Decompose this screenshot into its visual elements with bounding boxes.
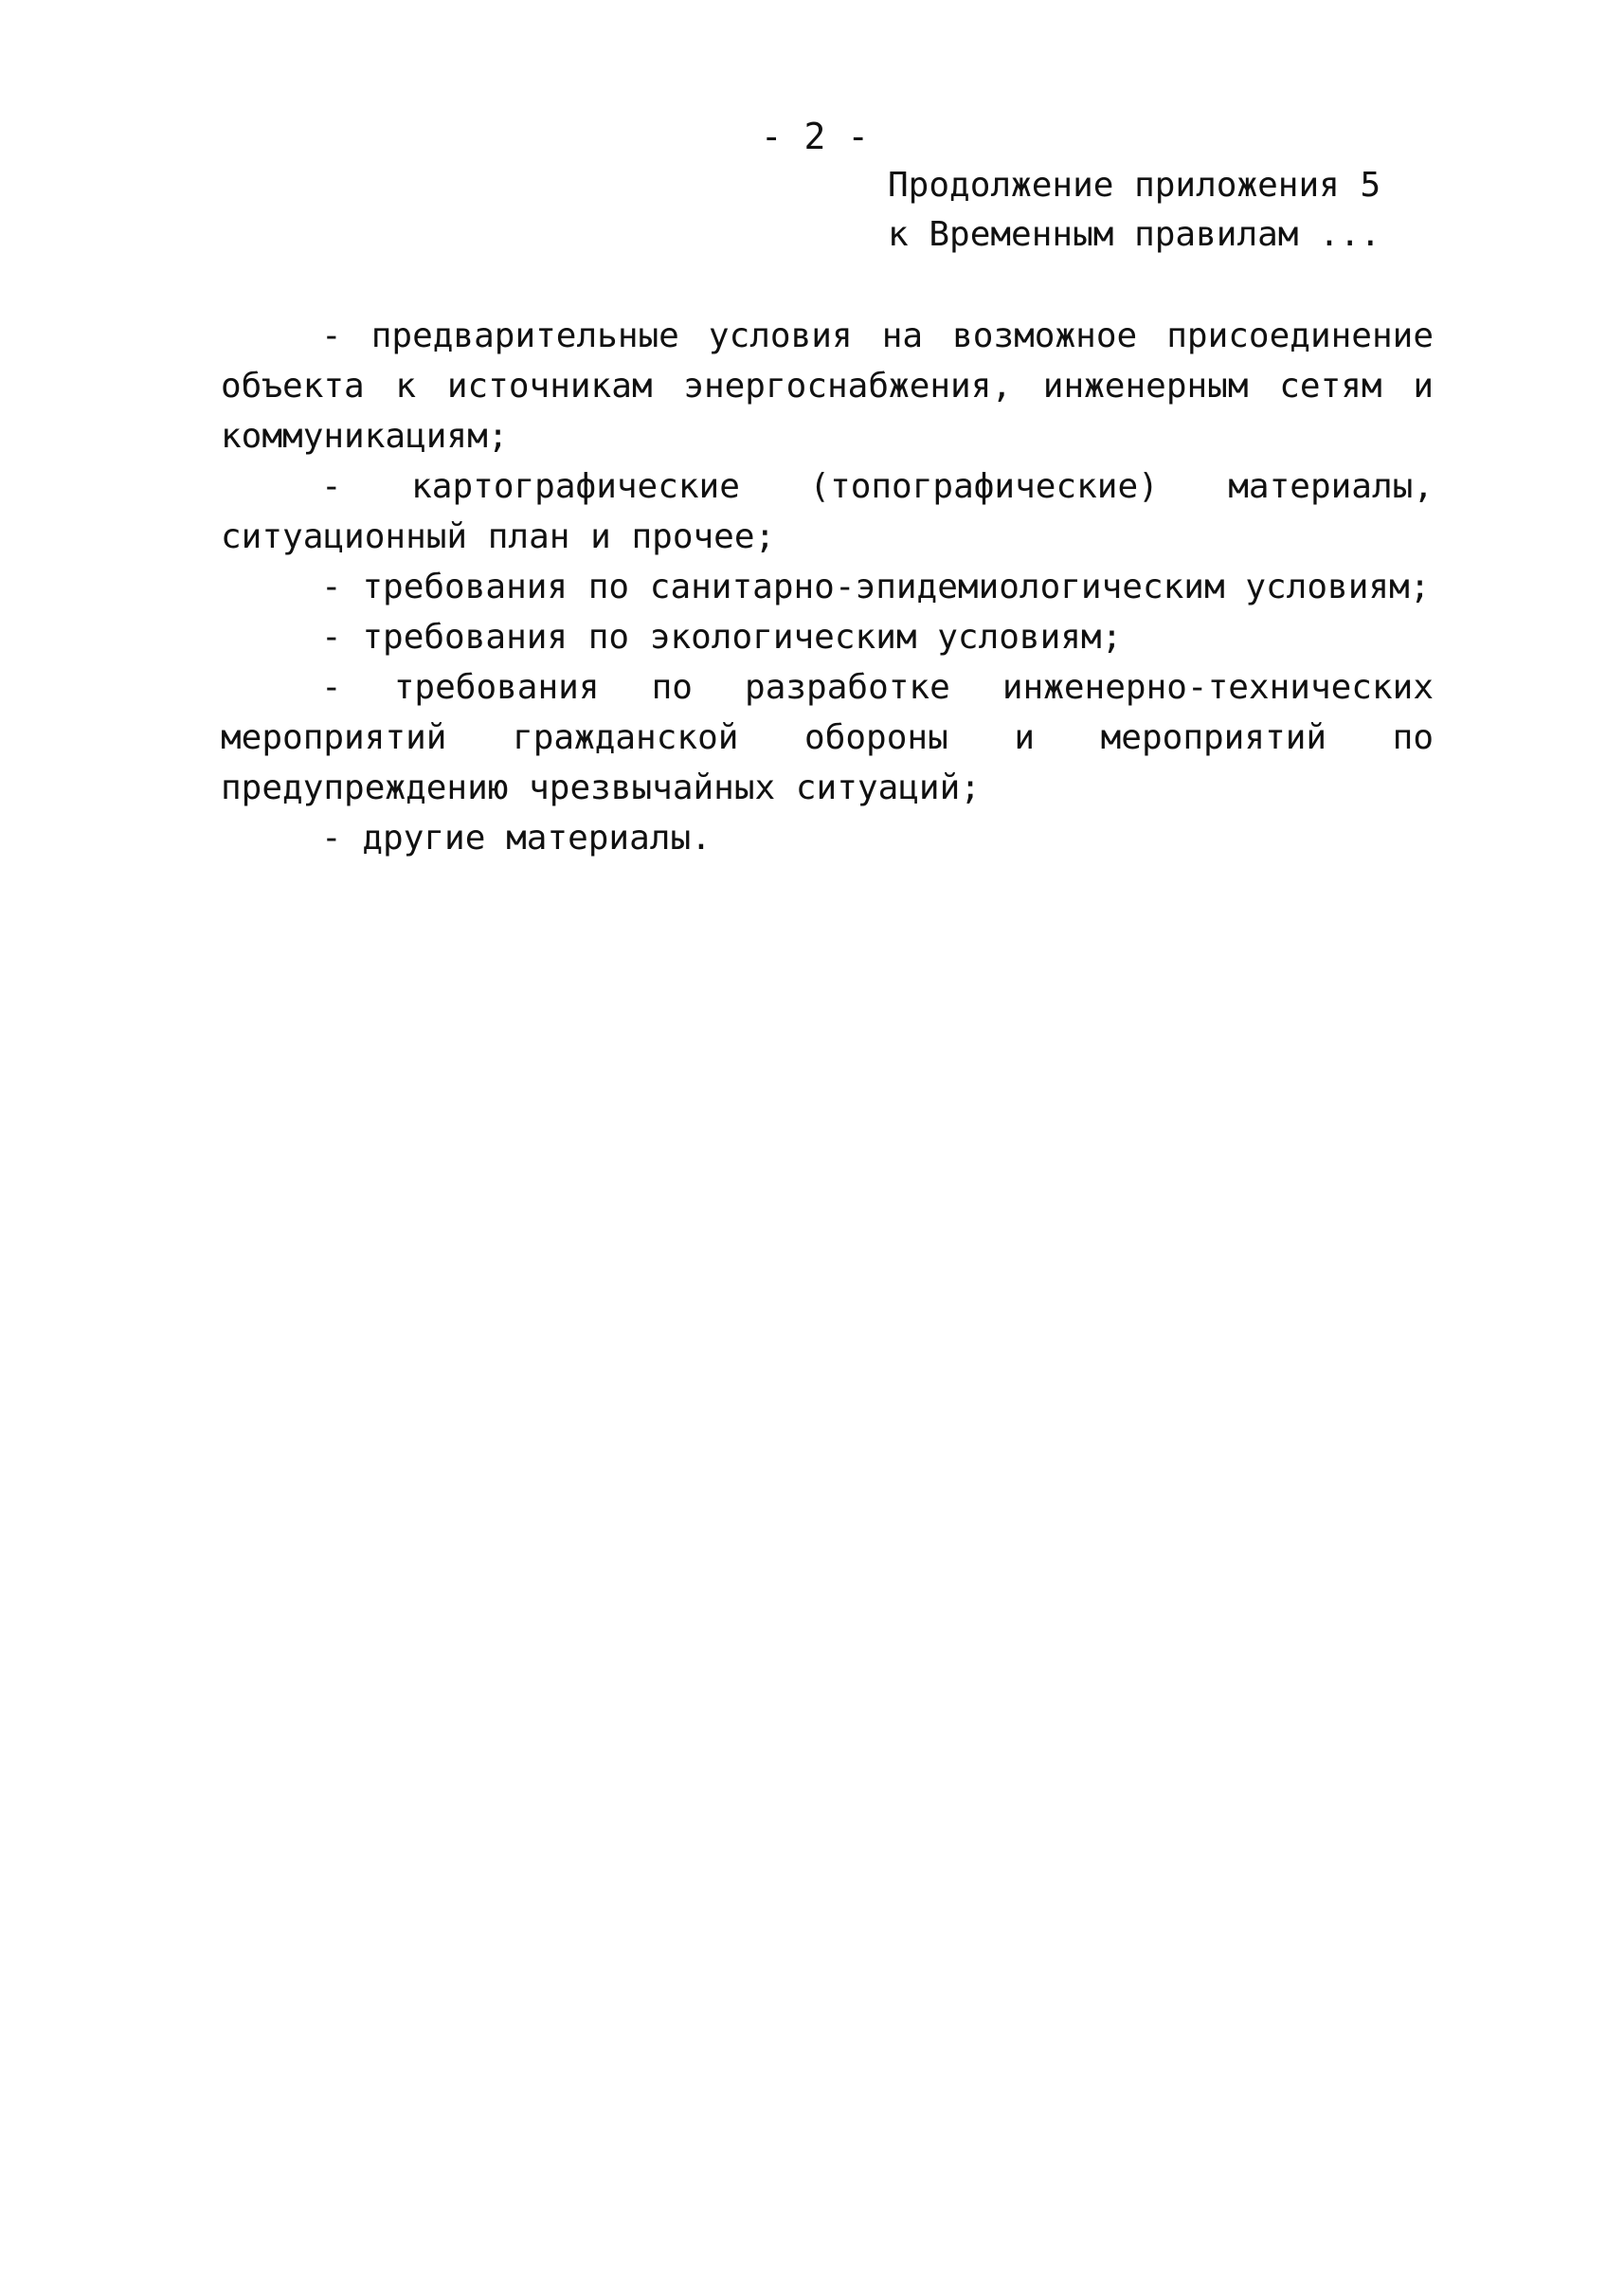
list-item: - картографические (топографические) материалы, ситуационный план и прочее; — [221, 467, 1434, 556]
appendix-header — [888, 161, 1456, 260]
requirements-list — [221, 311, 1434, 863]
list-item: - требования по экологическим условиям; — [321, 618, 1123, 657]
appendix-header-line-1: Продолжение приложения 5 — [888, 166, 1381, 205]
list-item: - предварительные условия на возможное присоединение объекта к источникам энергоснабжения, инженерным сетям и коммуникациям; — [221, 316, 1434, 456]
list-item: - другие материалы. — [321, 819, 712, 858]
appendix-header-line-2: к Временным правилам ... — [888, 215, 1381, 254]
list-item: - требования по разработке инженерно-технических мероприятий гражданской обороны и мероприятий по предупреждению чрезвычайных ситуаций; — [221, 668, 1434, 807]
page-number: - 2 - — [760, 116, 870, 157]
list-item: - требования по санитарно-эпидемиологическим условиям; — [321, 568, 1431, 606]
